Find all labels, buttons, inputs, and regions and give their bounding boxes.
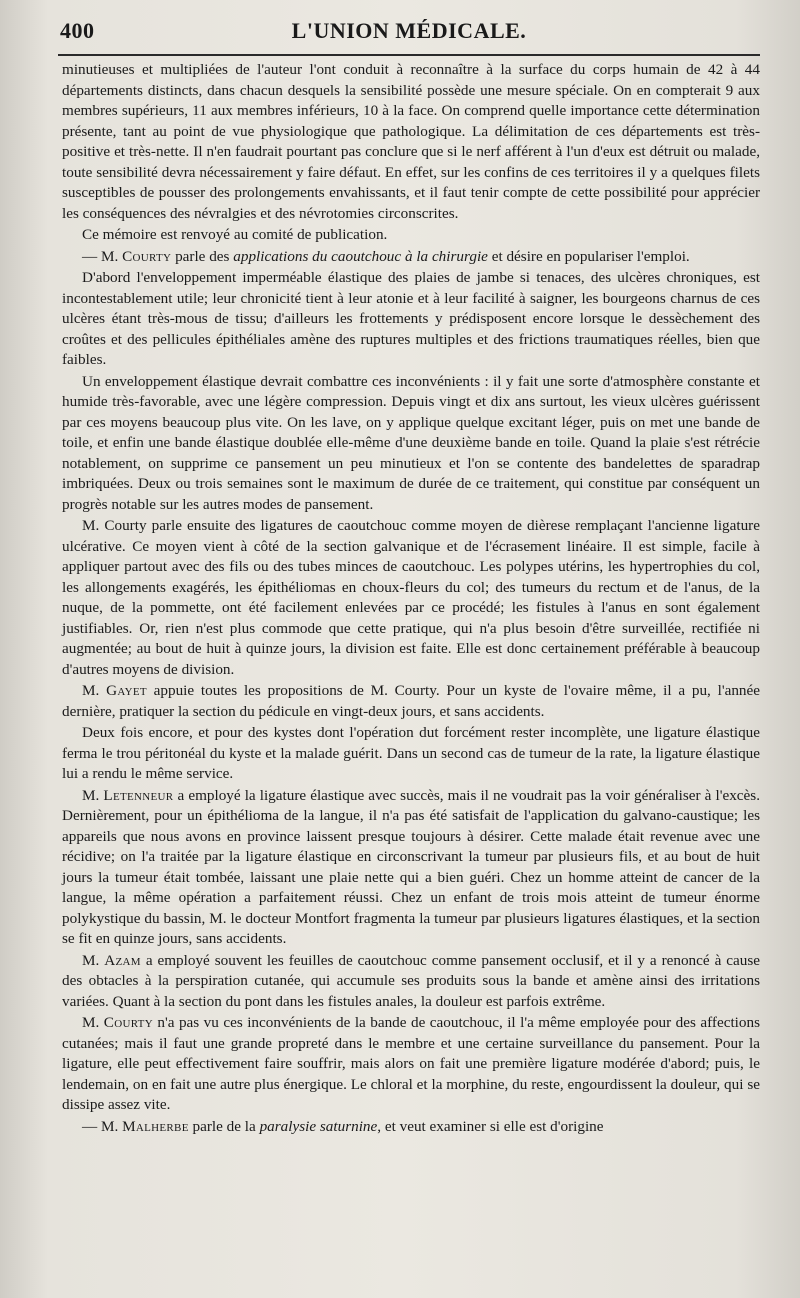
paragraph-text: a employé la ligature élastique avec succès, mais il ne voudrait pas la voir généraliser à l'excès. Dernièrement, pour un épithélioma de la langue, il n'a pas été satisfait de l'application du galvano-caustique; les appareils que nous avons en province laissent presque toujours à désirer. Cette malade était revenue avec une récidive; on l'a traitée par la ligature élastique en circonscrivant la tumeur par plusieurs fils, et au bout de huit jours la tumeur était tombée, laissant une plaie nette qui a bien guéri. Chez un homme atteint de cancer de la langue, la même opération a parfaitement réussi. Chez un enfant de trois mois atteint de tumeur énorme polykystique du bassin, M. le docteur Montfort fragmenta la tumeur par plusieurs ligatures élastiques, et la section se fit en quinze jours, sans accidents. bbox=[62, 786, 760, 947]
paragraph bbox=[62, 60, 760, 224]
paragraph-text: , et veut examiner si elle est d'origine bbox=[377, 1117, 604, 1135]
article-body bbox=[62, 60, 760, 1138]
paragraph-text: n'a pas vu ces inconvénients de la bande de caoutchouc, il l'a même employée pour des affections cutanées; mais il faut une grande propreté dans le membre et une certaine surveillance du pansement. Pour la ligature, elle peut effectivement faire souffrir, mais alors on fait une première ligature modérée d'abord; puis, le lendemain, on en fait une autre plus énergique. Le chloral et la morphine, du reste, engourdissent la douleur, qui se dissipe assez vite. bbox=[62, 1014, 760, 1113]
paragraph-text: parle de la bbox=[188, 1117, 260, 1135]
paragraph-text: M. bbox=[82, 786, 104, 804]
paragraph bbox=[62, 1013, 760, 1116]
paragraph-text: a employé souvent les feuilles de caoutchouc comme pansement occlusif, et il y a renoncé à cause des obtacles à la perspiration cutanée, qui accumule ses produits sous la bande et amène ainsi des irritations variées. Quant à la section du pont dans les fistules anales, la douleur est parfois extrême. bbox=[62, 951, 760, 1010]
paragraph-text: D'abord l'enveloppement imperméable élastique des plaies de jambe si tenaces, des ulcères chroniques, est incontestablement utile; leur chronicité tient à leur atonie et à leur facilité à saigner, les bourgeons charnus de ces ulcères étant très-mous de tissu; d'ailleurs les frottements y prédisposent encore lorsque le dessèchement des croûtes et des pellicules épithéliales amène des ruptures multiples et des frictions traumatiques réelles, bien que faibles. bbox=[62, 269, 760, 368]
italic-title: paralysie saturnine bbox=[259, 1117, 378, 1135]
paragraph-text: — M. bbox=[82, 247, 123, 265]
paragraph-text: M. bbox=[82, 1014, 104, 1031]
paragraph bbox=[62, 723, 760, 785]
paragraph bbox=[62, 516, 760, 680]
author-name: Azam bbox=[104, 951, 141, 969]
paragraph bbox=[62, 1117, 760, 1138]
paragraph bbox=[62, 225, 760, 246]
paragraph bbox=[62, 951, 760, 1013]
journal-title: L'UNION MÉDICALE. bbox=[291, 18, 527, 43]
paragraph-text: minutieuses et multipliées de l'auteur l'ont conduit à reconnaître à la surface du corps humain de 42 à 44 départements distincts, dans chacun desquels la sensibilité possède une mesure spéciale. On en compterait 9 aux membres supérieurs, 11 aux membres inférieurs, 10 à la face. On comprend quelle importance cette détermination présente, tant au point de vue physiologique que pathologique. La délimitation de ces départements est très-positive et très-nette. Il n'en faudrait pourtant pas conclure que si le nerf afférent à l'un d'eux est détruit ou malade, toute sensibilité devra nécessairement y faire défaut. En effet, sur les confins de ces territoires il y a quelques filets susceptibles de pousser des prolongements envahissants, et il faut tenir compte de cette possibilité pour apprécier les conséquences des névralgies et des névrotomies circonscrites. bbox=[62, 61, 760, 222]
paragraph-text: M. Courty parle ensuite des ligatures de caoutchouc comme moyen de dièrese remplaçant l'ancienne ligature ulcérative. Ce moyen vient à côté de la section galvanique et de l'écrasement linéaire. Il est simple, facile à appliquer partout avec des fils ou des tubes minces de caoutchouc. Les polypes utérins, les hypertrophies du col, les allongements exagérés, les épithéliomas en choux-fleurs du col; des tumeurs du rectum et de l'anus, de la nuque, de la pommette, ont été facilement enlevées par ce procédé; les fistules à l'anus en sont également justifiables. Or, rien n'est plus commode que cette pratique, qui n'a plus besoin d'être surveillée, rectifiée ni augmentée; au bout de huit à quinze jours, la division est faite. Elle est donc certainement préférable à beaucoup d'autres moyens de division. bbox=[62, 517, 760, 678]
paragraph bbox=[62, 247, 760, 268]
running-header bbox=[60, 18, 758, 48]
paragraph-text: et désire en populariser l'emploi. bbox=[487, 247, 690, 265]
paragraph-text: Deux fois encore, et pour des kystes dont l'opération dut forcément rester incomplète, une ligature élastique ferma le trou péritonéal du kyste et la malade guérit. Dans un second cas de tumeur de la rate, la ligature élastique lui a rendu le même service. bbox=[62, 724, 760, 782]
author-name: Malherbe bbox=[122, 1117, 189, 1135]
paragraph-text: Ce mémoire est renvoyé au comité de publication. bbox=[82, 226, 388, 243]
paragraph bbox=[62, 681, 760, 722]
paragraph bbox=[62, 268, 760, 371]
paragraph-text: parle des bbox=[171, 247, 234, 265]
italic-title: applications du caoutchouc à la chirurgie bbox=[233, 247, 488, 265]
paragraph-text: — M. bbox=[82, 1117, 123, 1135]
paragraph-text: appuie toutes les propositions de M. Courty. Pour un kyste de l'ovaire même, il a pu, l'année dernière, pratiquer la section du pédicule en vingt-deux jours, et sans accidents. bbox=[62, 682, 760, 720]
paragraph-text: M. bbox=[82, 682, 107, 699]
author-name: Letenneur bbox=[103, 786, 174, 804]
page-number: 400 bbox=[60, 18, 95, 43]
paragraph bbox=[62, 372, 760, 516]
paragraph-text: Un enveloppement élastique devrait combattre ces inconvénients : il y fait une sorte d'atmosphère constante et humide très-favorable, avec une légère compression. Depuis vingt et dix ans surtout, les vieux ulcères guérissent par ces moyens beaucoup plus vite. On les lave, on y applique quelque excitant léger, puis on met une bande de toile, et enfin une bande élastique doublée elle-même d'une deuxième bande en toile. Quand la plaie s'est rétrécie notablement, on supprime ce pansement un peu minutieux et l'on se contente des bandelettes de sparadrap imbriquées. Deux ou trois semaines sont le maximum de durée de ce traitement, qui constitue par conséquent un progrès notable sur les autres modes de pansement. bbox=[62, 372, 760, 513]
author-name: Gayet bbox=[106, 682, 147, 699]
paragraph bbox=[62, 786, 760, 950]
header-rule bbox=[58, 54, 760, 56]
author-name: Courty bbox=[103, 1014, 153, 1031]
paragraph-text: M. bbox=[82, 951, 105, 969]
author-name: Courty bbox=[122, 247, 172, 265]
